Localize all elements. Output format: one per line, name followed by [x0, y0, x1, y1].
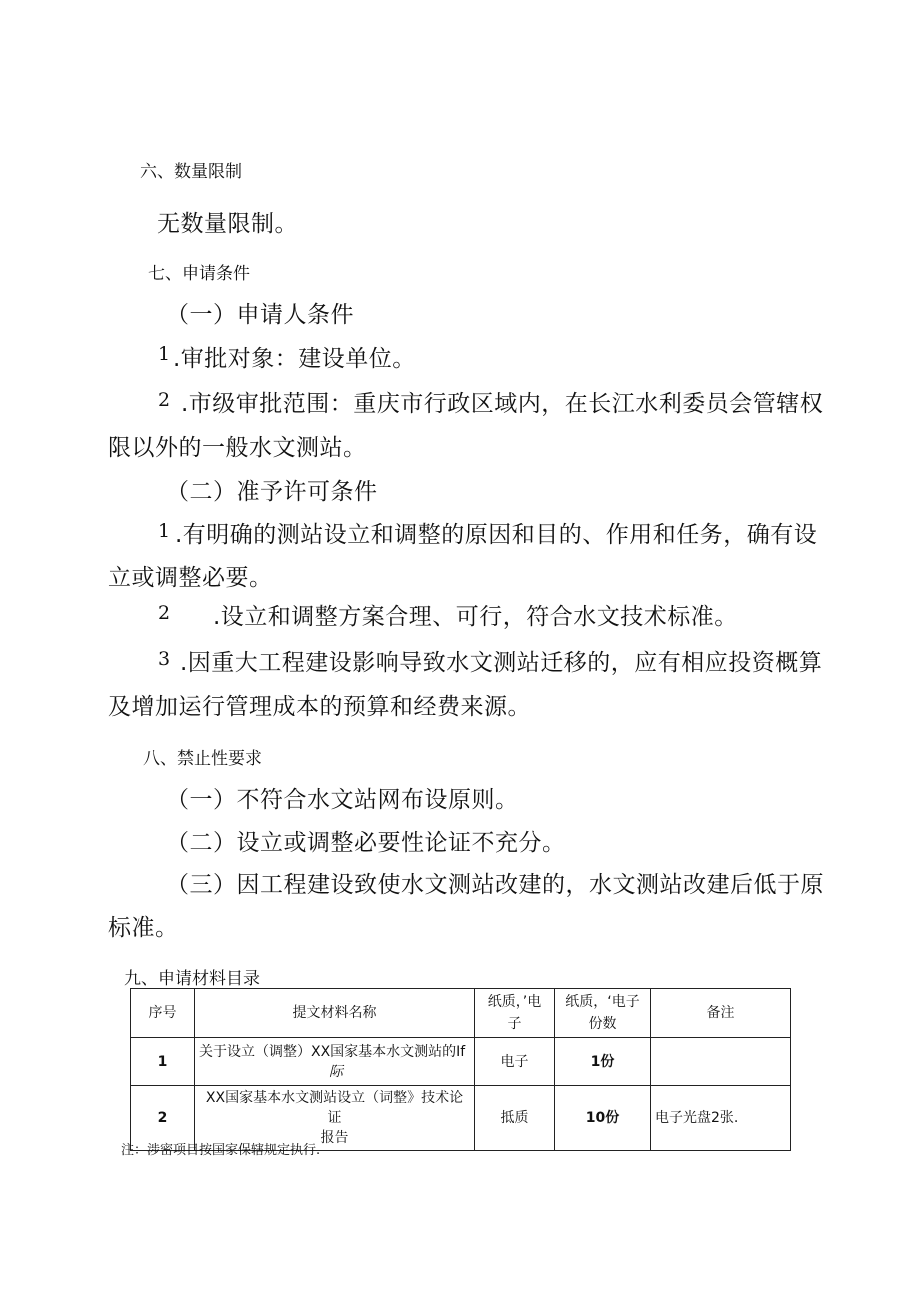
row-remark [651, 1038, 791, 1086]
row-name [195, 1038, 475, 1086]
row-medium: 抵质 [475, 1086, 555, 1151]
header-medium-line1: 纸质，’电 [487, 994, 542, 1010]
prohibition-item: （一）不符合水文站网布设原则。 [166, 787, 519, 813]
row-name-line2: 际 [329, 1063, 343, 1080]
row-copies: 1份 [555, 1038, 651, 1086]
header-remark: 备注 [651, 989, 791, 1038]
section6-heading: 六、数量限制 [140, 162, 242, 182]
list-number: 3 [158, 648, 171, 670]
section7-sub1-title: （一）申请人条件 [166, 302, 354, 328]
prohibition-item-continuation: 标准。 [108, 915, 179, 941]
section7-heading: 七、申请条件 [148, 264, 250, 284]
condition-item-continuation: 限以外的一般水文测站。 [108, 435, 367, 461]
condition-item-continuation: 及增加运行管理成本的预算和经费来源。 [108, 694, 531, 720]
header-medium [475, 989, 555, 1038]
list-number: 1 [158, 520, 171, 542]
header-medium-line2: 子 [507, 1016, 522, 1032]
section6-body: 无数量限制。 [157, 211, 298, 237]
section9-heading: 九、申请材料目录 [124, 969, 260, 989]
header-copies-line2: 份数 [588, 1016, 617, 1032]
materials-table [130, 988, 791, 1151]
condition-item: .因重大工程建设影响导致水文测站迁移的，应有相应投资概算 [180, 650, 823, 676]
table-note: 注：涉密项目按国家保辖规定执行. [121, 1143, 321, 1158]
row-name-line1: XX国家基本水文测站设立（词整》技术论证 [205, 1090, 464, 1126]
list-number: 1 [158, 343, 171, 365]
row-copies: 10份 [555, 1086, 651, 1151]
prohibition-item: （三）因工程建设致使水文测站改建的，水文测站改建后低于原 [166, 872, 824, 898]
row-index: 1 [131, 1038, 195, 1086]
table-header-row [131, 989, 791, 1038]
prohibition-item: （二）设立或调整必要性论证不充分。 [166, 830, 566, 856]
condition-item-continuation: 立或调整必要。 [108, 565, 273, 591]
row-index: 2 [131, 1086, 195, 1151]
section7-sub2-title: （二）准予许可条件 [166, 479, 378, 505]
table-row [131, 1038, 791, 1086]
section8-heading: 八、禁止性要求 [143, 749, 262, 769]
row-name-line1: 关于设立（调整）XX国家基本水文测站的If [199, 1043, 466, 1060]
header-copies [555, 989, 651, 1038]
row-medium: 电子 [475, 1038, 555, 1086]
condition-item: .有明确的测站设立和调整的原因和目的、作用和任务，确有设 [175, 522, 818, 548]
condition-item: .设立和调整方案合理、可行，符合水文技术标准。 [213, 604, 738, 630]
header-copies-line1: 纸质，‘电子 [565, 994, 640, 1010]
condition-item: .市级审批范围：重庆市行政区域内，在长江水利委员会管辖权 [181, 391, 824, 417]
list-number: 2 [158, 389, 171, 411]
condition-item: .审批对象：建设单位。 [173, 346, 416, 372]
header-index: 序号 [131, 989, 195, 1038]
header-name: 提文材料名称 [195, 989, 475, 1038]
row-name-line2: 报告 [320, 1130, 349, 1146]
row-remark: 电子光盘2张. [651, 1086, 791, 1151]
list-number: 2 [158, 602, 171, 624]
